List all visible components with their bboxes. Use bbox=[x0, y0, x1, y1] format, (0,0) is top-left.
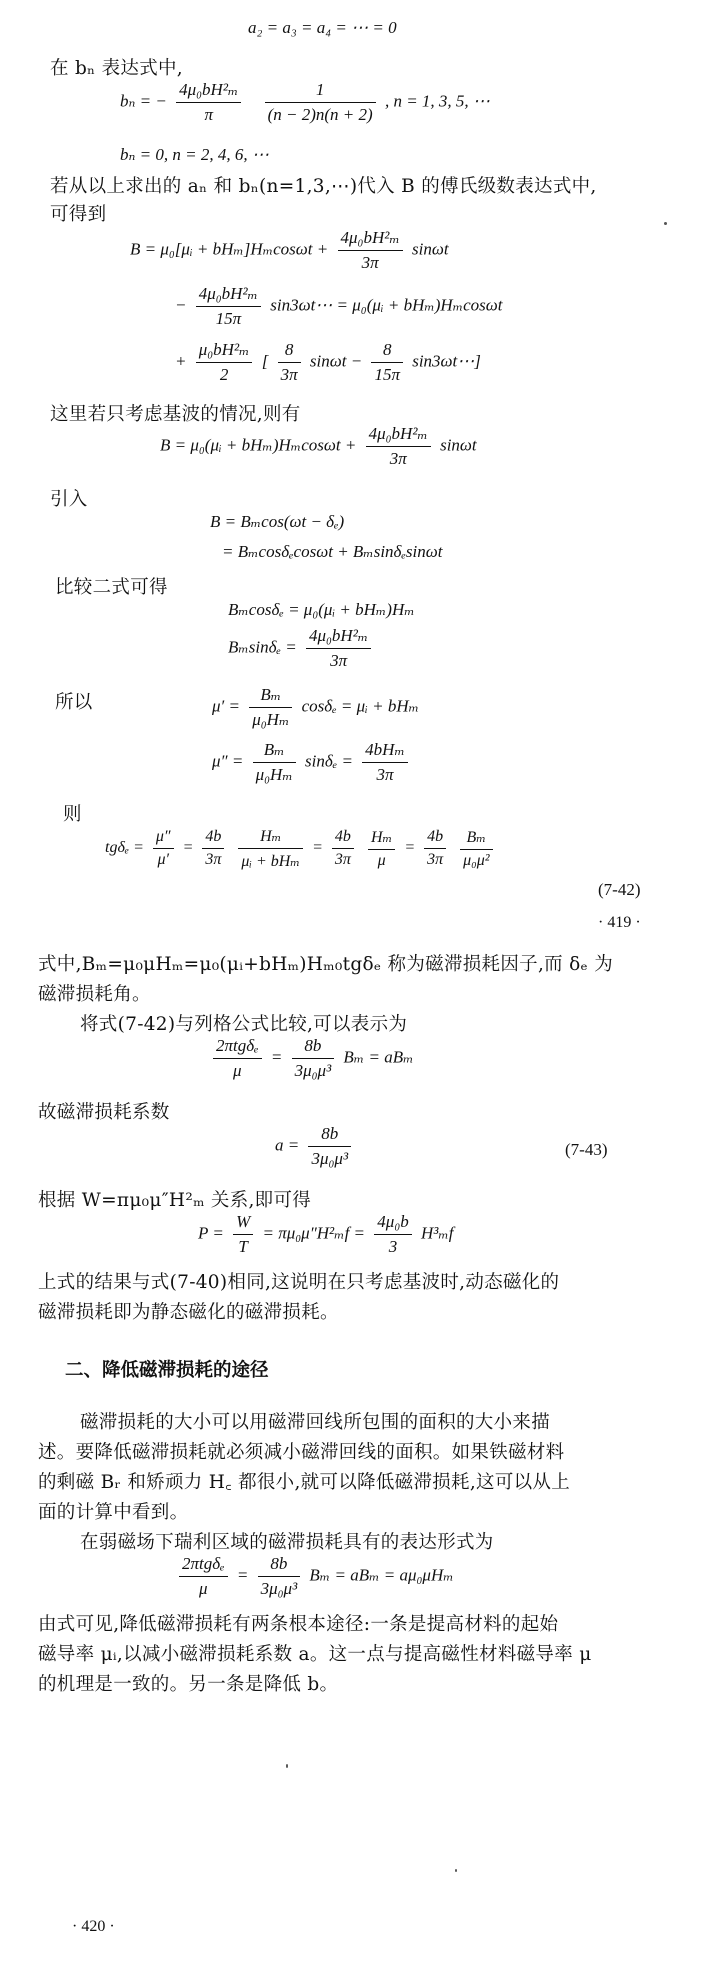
B3-fraction-1 bbox=[196, 340, 253, 385]
w-fraction-1 bbox=[179, 1554, 228, 1599]
B2-f-num: 4μ₀bH²ₘ bbox=[196, 284, 261, 307]
ray-f1-den: μ bbox=[233, 1061, 242, 1080]
tg-f7-den: μ₀μ² bbox=[463, 852, 490, 869]
equation-label-7-42: (7-42) bbox=[598, 880, 641, 899]
text-then: 则 bbox=[63, 804, 82, 825]
equation-bn bbox=[120, 80, 490, 125]
text-result-2: 磁滞损耗即为静态磁化的磁滞损耗。 bbox=[38, 1302, 339, 1323]
P-tail: H³ₘf bbox=[420, 1223, 454, 1243]
w-f2-den: 3μ₀μ³ bbox=[260, 1579, 298, 1598]
text-W-relation: 根据 W=πμ₀μ″H²ₘ 关系,即可得 bbox=[38, 1190, 312, 1211]
mu1-tail: cosδₑ = μᵢ + bHₘ bbox=[301, 696, 420, 716]
equation-a bbox=[275, 1124, 356, 1169]
text-ways-3: 的机理是一致的。另一条是降低 b。 bbox=[38, 1674, 339, 1695]
P-f1-num: W bbox=[233, 1212, 253, 1235]
mu2-f2-den: 3π bbox=[376, 765, 394, 784]
bn-f2-num: 1 bbox=[265, 80, 376, 103]
text-therefore: 所以 bbox=[55, 692, 93, 713]
text-ways-1: 由式可见,降低磁滞损耗有两条根本途径:一条是提高材料的起始 bbox=[38, 1614, 559, 1635]
tg-fraction-7 bbox=[460, 827, 492, 870]
text-fundamental: 这里若只考虑基波的情况,则有 bbox=[50, 404, 301, 425]
tg-f3-den: μᵢ + bHₘ bbox=[241, 853, 301, 870]
B2-fraction bbox=[196, 284, 261, 329]
tg-f4-num: 4b bbox=[332, 828, 354, 849]
text-ways-2: 磁导率 μᵢ,以减小磁滞损耗系数 a。这一点与提高磁性材料磁导率 μ bbox=[38, 1644, 592, 1665]
P-fraction-2 bbox=[374, 1212, 411, 1257]
P-fraction-1 bbox=[233, 1212, 253, 1257]
equation-mu-double-prime bbox=[212, 740, 413, 785]
tg-fraction-5 bbox=[368, 827, 395, 870]
tg-f3-num: Hₘ bbox=[238, 826, 303, 849]
mu2-lead: μ″ = bbox=[212, 751, 244, 771]
P-mid: = πμ₀μ″H²ₘf = bbox=[262, 1223, 366, 1243]
section-heading-reduce-loss: 二、降低磁滞损耗的途径 bbox=[65, 1360, 269, 1381]
B3-f2-num: 8 bbox=[278, 340, 301, 363]
w-f2-num: 8b bbox=[258, 1554, 301, 1577]
tg-fraction-1 bbox=[153, 828, 174, 869]
cmp2-num: 4μ₀bH²ₘ bbox=[306, 626, 371, 649]
tg-fraction-4 bbox=[332, 828, 354, 869]
Bf-tail: sinωt bbox=[440, 435, 477, 455]
B3-fraction-3 bbox=[371, 340, 403, 385]
text-compare: 比较二式可得 bbox=[55, 577, 168, 598]
tg-f5-den: μ bbox=[377, 852, 386, 869]
text-size-1: 磁滞损耗的大小可以用磁滞回线所包围的面积的大小来描 bbox=[80, 1412, 551, 1433]
bn-lead: bₙ = − bbox=[120, 91, 167, 111]
mu1-num: Bₘ bbox=[249, 685, 292, 708]
bn-f2-den: (n − 2)n(n + 2) bbox=[267, 105, 373, 124]
w-tail: Bₘ = aBₘ = aμ₀μHₘ bbox=[309, 1565, 454, 1585]
tg-f6-den: 3π bbox=[427, 851, 444, 868]
mu1-lead: μ′ = bbox=[212, 696, 240, 716]
a-lead: a = bbox=[275, 1135, 300, 1155]
text-definition-2: 磁滞损耗角。 bbox=[38, 984, 151, 1005]
text-coefficient: 故磁滞损耗系数 bbox=[38, 1102, 170, 1123]
B2-f-den: 15π bbox=[215, 309, 242, 328]
text-introduce: 引入 bbox=[50, 489, 88, 510]
a-num: 8b bbox=[308, 1124, 351, 1147]
tg-fraction-3 bbox=[238, 826, 303, 871]
ray-f1-num: 2πtgδₑ bbox=[213, 1036, 262, 1059]
cmp2-fraction bbox=[306, 626, 371, 671]
ray-eq: = bbox=[270, 1047, 283, 1067]
equation-tg-delta bbox=[105, 826, 498, 871]
P-f1-den: T bbox=[238, 1237, 248, 1256]
page-number-419: · 419 · bbox=[598, 914, 641, 931]
cmp2-den: 3π bbox=[330, 651, 348, 670]
text-size-3: 的剩磁 Bᵣ 和矫顽力 H꜀ 都很小,就可以降低磁滞损耗,这可以从上 bbox=[38, 1472, 571, 1493]
bn-f1-num: 4μ₀bH²ₘ bbox=[176, 80, 241, 103]
tg-f7-num: Bₘ bbox=[460, 827, 492, 850]
tg-eq-2: = bbox=[312, 839, 323, 857]
text-result-1: 上式的结果与式(7-40)相同,这说明在只考虑基波时,动态磁化的 bbox=[38, 1272, 560, 1293]
B3-f1-num: μ₀bH²ₘ bbox=[196, 340, 253, 363]
bn-fraction-1 bbox=[176, 80, 241, 125]
B3-f2-den: 3π bbox=[280, 365, 298, 384]
w-eq: = bbox=[236, 1565, 249, 1585]
equation-label-7-43: (7-43) bbox=[565, 1140, 608, 1159]
B3-tail: sin3ωt⋯] bbox=[412, 351, 481, 371]
tg-fraction-2 bbox=[202, 828, 224, 869]
page-number-420: · 420 · bbox=[72, 1918, 115, 1935]
equation-B-line2 bbox=[175, 284, 503, 329]
equation-B-line3 bbox=[175, 340, 481, 385]
mu2-fraction-2 bbox=[362, 740, 408, 785]
equation-B-line1 bbox=[130, 228, 449, 273]
bn-fraction-2 bbox=[265, 80, 376, 125]
Bf-f-den: 3π bbox=[389, 449, 407, 468]
scan-speck bbox=[455, 1869, 457, 1872]
equation-compare-2 bbox=[228, 626, 376, 671]
B3-f3-num: 8 bbox=[371, 340, 403, 363]
tg-f1-num: μ″ bbox=[153, 828, 174, 849]
tg-eq-3: = bbox=[404, 839, 416, 857]
equation-a-zero: a₂ = a₃ = a₄ = ⋯ = 0 bbox=[248, 18, 397, 37]
mu1-den: μ₀Hₘ bbox=[252, 710, 290, 729]
bn-f1-den: π bbox=[204, 105, 213, 124]
a-fraction bbox=[308, 1124, 351, 1169]
cmp2-lead: Bₘsinδₑ = bbox=[228, 637, 297, 657]
mu1-fraction bbox=[249, 685, 292, 730]
P-lead: P = bbox=[198, 1223, 224, 1243]
tg-f5-num: Hₘ bbox=[368, 827, 395, 850]
text-size-4: 面的计算中看到。 bbox=[38, 1502, 189, 1523]
B3-lead: + bbox=[175, 351, 187, 371]
equation-B-intro-1: B = Bₘcos(ωt − δₑ) bbox=[210, 512, 345, 531]
B2-tail: sin3ωt⋯ = μ₀(μᵢ + bHₘ)Hₘcosωt bbox=[270, 295, 503, 315]
tg-fraction-6 bbox=[424, 828, 446, 869]
scan-speck bbox=[286, 1764, 288, 1768]
equation-B-fundamental bbox=[160, 424, 477, 469]
B3-bracket-open: [ bbox=[261, 351, 269, 371]
w-f1-num: 2πtgδₑ bbox=[179, 1554, 228, 1577]
w-fraction-2 bbox=[258, 1554, 301, 1599]
B1-f-den: 3π bbox=[361, 253, 379, 272]
equation-compare-1: Bₘcosδₑ = μ₀(μᵢ + bHₘ)Hₘ bbox=[228, 600, 415, 619]
equation-P bbox=[198, 1212, 454, 1257]
mu2-den: μ₀Hₘ bbox=[255, 765, 293, 784]
mu2-f2-num: 4bHₘ bbox=[362, 740, 408, 763]
B3-f1-den: 2 bbox=[219, 365, 229, 384]
B1-lead: B = μ₀[μᵢ + bHₘ]Hₘcosωt + bbox=[130, 239, 329, 259]
B3-f3-den: 15π bbox=[374, 365, 400, 384]
a-den: 3μ₀μ³ bbox=[311, 1149, 349, 1168]
B1-f-num: 4μ₀bH²ₘ bbox=[338, 228, 403, 251]
ray-fraction-2 bbox=[292, 1036, 335, 1081]
B2-lead: − bbox=[175, 295, 187, 315]
B1-fraction bbox=[338, 228, 403, 273]
text-definition-1: 式中,Bₘ=μ₀μHₘ=μ₀(μᵢ+bHₘ)Hₘ₀tgδₑ 称为磁滞损耗因子,而 δₑ 为 bbox=[38, 954, 614, 975]
ray-fraction-1 bbox=[213, 1036, 262, 1081]
tg-f2-den: 3π bbox=[205, 851, 222, 868]
equation-weak-field bbox=[174, 1554, 454, 1599]
tg-f2-num: 4b bbox=[202, 828, 224, 849]
Bf-fraction bbox=[366, 424, 431, 469]
ray-tail: Bₘ = aBₘ bbox=[343, 1047, 414, 1067]
ray-f2-den: 3μ₀μ³ bbox=[294, 1061, 332, 1080]
B3-fraction-2 bbox=[278, 340, 301, 385]
Bf-f-num: 4μ₀bH²ₘ bbox=[366, 424, 431, 447]
mu2-num: Bₘ bbox=[253, 740, 296, 763]
equation-mu-prime bbox=[212, 685, 419, 730]
tg-eq-1: = bbox=[182, 839, 194, 857]
text-size-2: 述。要降低磁滞损耗就必须减小磁滞回线的面积。如果铁磁材料 bbox=[38, 1442, 565, 1463]
w-f1-den: μ bbox=[199, 1579, 208, 1598]
text-weak-field: 在弱磁场下瑞利区域的磁滞损耗具有的表达形式为 bbox=[80, 1532, 494, 1553]
P-f2-num: 4μ₀b bbox=[374, 1212, 411, 1235]
bn-tail: , n = 1, 3, 5, ⋯ bbox=[384, 91, 490, 111]
equation-rayleigh bbox=[208, 1036, 414, 1081]
tg-f4-den: 3π bbox=[334, 851, 351, 868]
Bf-lead: B = μ₀(μᵢ + bHₘ)Hₘcosωt + bbox=[160, 435, 357, 455]
tg-lead: tgδₑ = bbox=[105, 839, 144, 857]
mu2-mid: sinδₑ = bbox=[305, 751, 353, 771]
B1-tail: sinωt bbox=[412, 239, 449, 259]
tg-f1-den: μ′ bbox=[157, 851, 169, 868]
scan-speck bbox=[664, 222, 667, 225]
equation-bn-zero: bₙ = 0, n = 2, 4, 6, ⋯ bbox=[120, 145, 269, 164]
B3-mid: sinωt − bbox=[309, 351, 363, 371]
text-rayleigh: 将式(7-42)与列格公式比较,可以表示为 bbox=[80, 1014, 408, 1035]
tg-f6-num: 4b bbox=[424, 828, 446, 849]
P-f2-den: 3 bbox=[388, 1237, 398, 1256]
text-substitute-2: 可得到 bbox=[50, 204, 107, 225]
mu2-fraction-1 bbox=[253, 740, 296, 785]
text-bn-intro: 在 bₙ 表达式中, bbox=[50, 58, 183, 79]
ray-f2-num: 8b bbox=[292, 1036, 335, 1059]
equation-B-intro-2: = Bₘcosδₑcosωt + Bₘsinδₑsinωt bbox=[222, 542, 443, 561]
text-substitute-1: 若从以上求出的 aₙ 和 bₙ(n=1,3,⋯)代入 B 的傅氏级数表达式中, bbox=[50, 176, 597, 197]
